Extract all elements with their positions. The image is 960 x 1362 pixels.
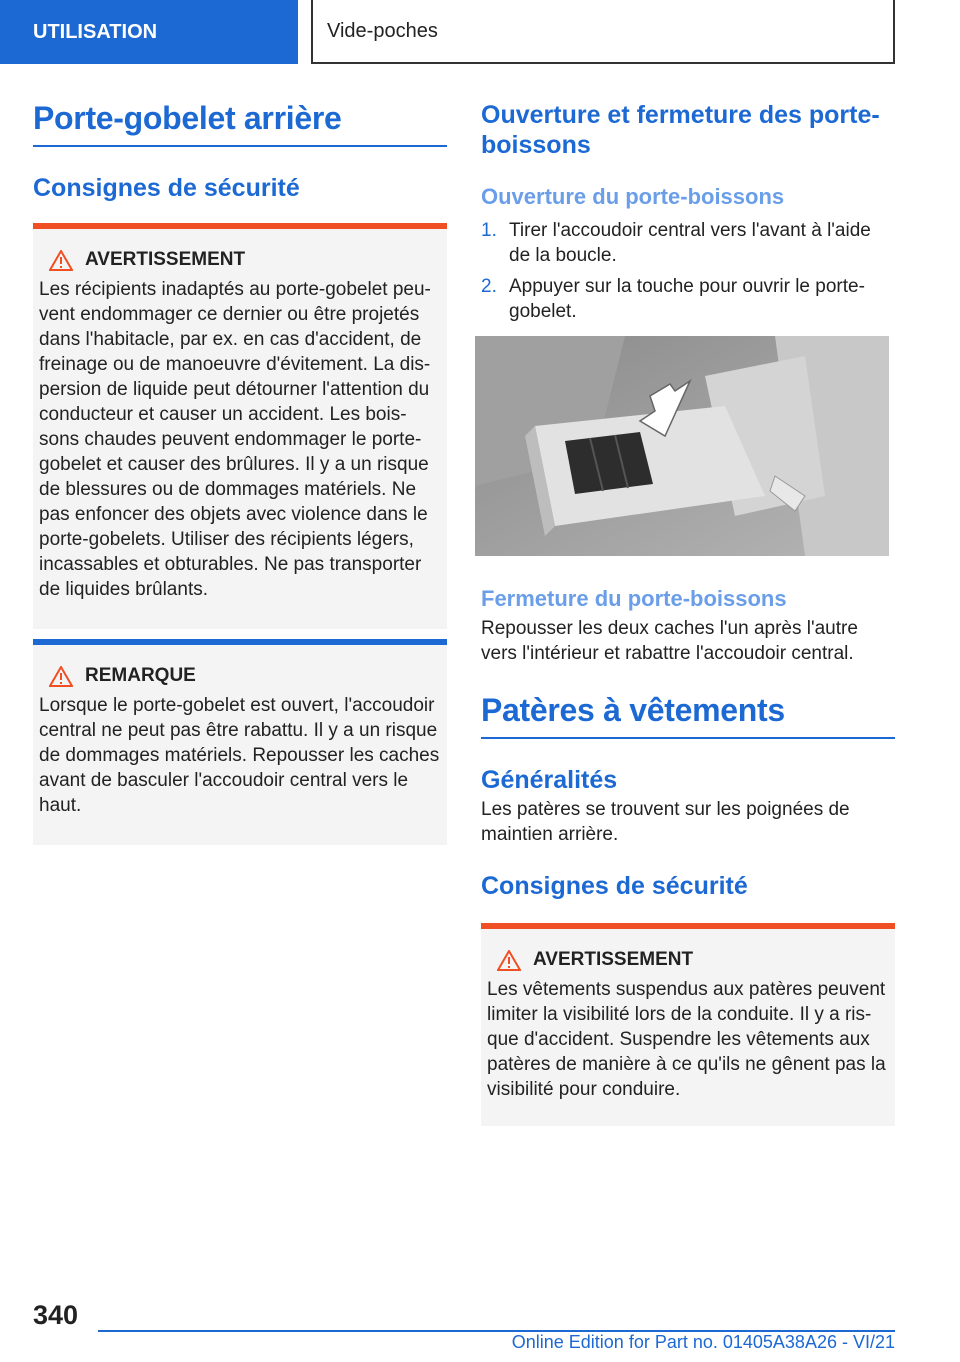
cupholder-illustration (475, 336, 889, 556)
page-number: 340 (33, 1300, 79, 1330)
warning-text: Les récipients inadaptés au porte-gobelet peu-vent endommager ce dernier ou être projetés dans l'habitacle, par ex. en cas d'accident, de freinage ou de manoeuvre d'évitement. La dis-persion de liquide peut détourner l'attention du conducteur et causer un accident. Les bois-sons chaudes peuvent endommager le porte-gobelet et causer des brûlures. Il y a un risque de blessures ou de dommages matériels. Ne pas enfoncer des objets avec violence dans le porte-gobelets. Utiliser des récipients légers, incassables et obturables. Ne pas transporter de liquides brûlants. (39, 279, 431, 600)
note-text: Lorsque le porte-gobelet est ouvert, l'accoudoir central ne peut pas être rabattu. Il y a un risque de dommages matériels. Repousser les caches avant de basculer l'accoudoir central vers le haut. (39, 695, 440, 816)
warning-text-2: Les vêtements suspendus aux patères peuvent limiter la visibilité lors de la conduite. Il y a ris-que d'accident. Suspendre les vêtements aux patères de manière à ce qu'ils ne gênent pas la visibilité pour conduire. (487, 979, 886, 1100)
step-text: Appuyer sur la touche pour ouvrir le porte-gobelet. (509, 276, 865, 322)
warning-title (39, 249, 441, 271)
warning-icon (49, 666, 73, 687)
warning-box-2 (481, 923, 895, 1126)
warning-label-2: AVERTISSEMENT (533, 949, 694, 970)
note-label: REMARQUE (85, 665, 196, 686)
opening-heading: Ouverture du porte-boissons (481, 184, 785, 209)
chapter-tab (311, 0, 895, 64)
page-title: Porte-gobelet arrière (33, 100, 447, 147)
section-label: UTILISATION (33, 20, 158, 43)
warning-box (33, 223, 447, 629)
list-item (481, 218, 895, 268)
steps-list (481, 218, 895, 324)
safety-heading: Consignes de sécurité (33, 174, 300, 202)
step-text: Tirer l'accoudoir central vers l'avant à l'aide de la boucle. (509, 220, 871, 266)
open-close-title: Ouverture et fermeture des porte-boissons (481, 101, 880, 159)
left-column (33, 100, 447, 845)
note-title (39, 665, 441, 687)
warning-label: AVERTISSEMENT (85, 249, 246, 270)
section-tab (0, 0, 298, 64)
closing-heading: Fermeture du porte-boissons (481, 586, 787, 611)
right-column (481, 100, 895, 1126)
step-number: 2. (481, 276, 497, 297)
edition-text: Online Edition for Part no. 01405A38A26 - VI/21 (511, 1332, 895, 1352)
warning-title-2 (487, 949, 889, 971)
cupholder-photo (475, 336, 889, 556)
warning-icon (49, 250, 73, 271)
chapter-label: Vide-poches (327, 19, 438, 42)
warning-icon (497, 950, 521, 971)
general-text: Les patères se trouvent sur les poignées de maintien arrière. (481, 799, 850, 845)
general-heading: Généralités (481, 766, 618, 794)
step-number: 1. (481, 220, 497, 241)
safety-heading-2: Consignes de sécurité (481, 872, 748, 900)
list-item (481, 274, 895, 324)
closing-text: Repousser les deux caches l'un après l'autre vers l'intérieur et rabattre l'accoudoir central. (481, 618, 858, 664)
note-box (33, 639, 447, 845)
hooks-title: Patères à vêtements (481, 692, 895, 739)
